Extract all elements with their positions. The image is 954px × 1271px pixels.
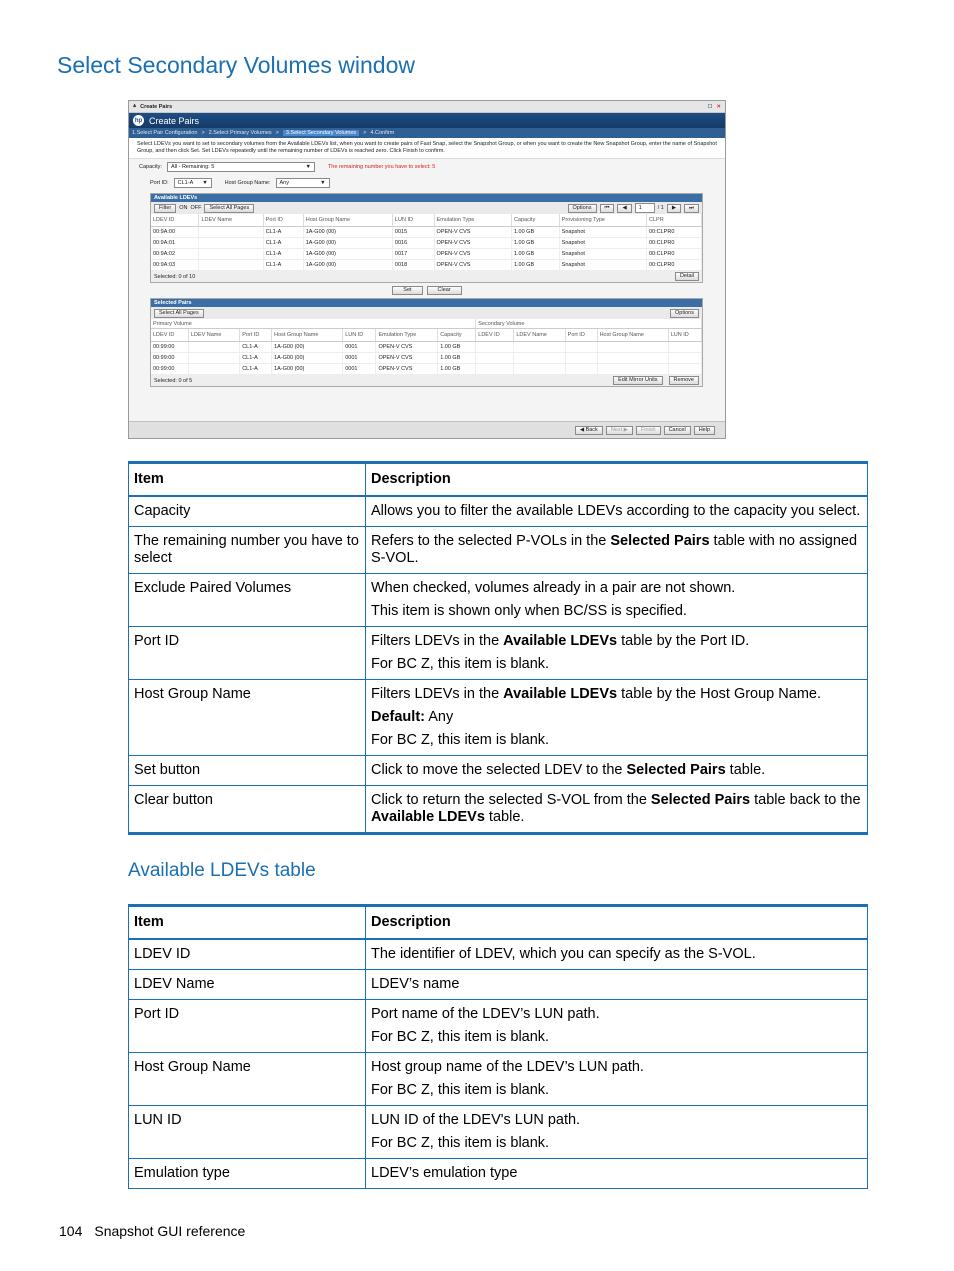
filter-on-radio[interactable]: ON	[179, 205, 188, 211]
column-header[interactable]: LDEV ID	[151, 214, 199, 227]
bold-term: Available LDEVs	[503, 633, 618, 649]
table-cell: 1A-G00 (00)	[272, 353, 343, 364]
table-cell: 0001	[343, 353, 376, 364]
description-paragraph	[371, 656, 862, 673]
table-cell: CL1-A	[240, 342, 272, 353]
table-row[interactable]	[151, 260, 702, 271]
select-all-pages-button[interactable]: Select All Pages	[154, 309, 204, 318]
select-secondary-volumes-table	[128, 461, 868, 835]
table-cell: 00:CLPR0	[647, 238, 702, 249]
description-cell	[366, 574, 868, 627]
item-cell: Clear button	[129, 786, 366, 834]
table-cell	[565, 364, 597, 375]
step-separator: >	[275, 130, 279, 136]
description-text: For BC Z, this item is blank.	[371, 1029, 550, 1045]
page-footer	[59, 1223, 245, 1239]
last-page-icon[interactable]: ⏭	[684, 204, 699, 213]
table-cell: Snapshot	[559, 249, 646, 260]
table-cell: 0001	[343, 364, 376, 375]
table-cell: 0001	[343, 342, 376, 353]
item-header: Item	[129, 463, 366, 497]
options-button[interactable]: Options	[670, 309, 699, 318]
column-header[interactable]: Port ID	[240, 329, 272, 342]
table-row	[129, 1053, 868, 1106]
column-header[interactable]: Port ID	[565, 329, 597, 342]
table-cell: Snapshot	[559, 260, 646, 271]
column-header[interactable]: LDEV Name	[199, 214, 263, 227]
table-cell: 0017	[392, 249, 434, 260]
table-cell	[476, 342, 514, 353]
table-cell: 00:99:00	[151, 342, 188, 353]
options-button[interactable]: Options	[568, 204, 597, 213]
description-text: Allows you to filter the available LDEVs according to the capacity you select.	[371, 503, 861, 519]
table-cell: OPEN-V CVS	[376, 364, 438, 375]
remaining-text: The remaining number you have to select: 5	[327, 164, 436, 170]
description-text: Any	[424, 709, 454, 725]
description-cell	[366, 1159, 868, 1189]
table-row	[129, 574, 868, 627]
table-cell	[188, 342, 239, 353]
table-cell: 0015	[392, 227, 434, 238]
column-header[interactable]: LDEV ID	[151, 329, 188, 342]
table-cell: 00:9A:02	[151, 249, 199, 260]
table-row	[129, 627, 868, 680]
table-cell: Snapshot	[559, 238, 646, 249]
description-text: This item is shown only when BC/SS is specified.	[371, 603, 687, 619]
step-separator: >	[363, 130, 367, 136]
table-cell	[476, 353, 514, 364]
column-header[interactable]: Capacity	[438, 329, 476, 342]
close-icon[interactable]: ✕	[716, 103, 721, 110]
cancel-button[interactable]: Cancel	[664, 426, 691, 435]
table-cell	[597, 364, 668, 375]
table-cell: CL1-A	[263, 249, 303, 260]
description-cell	[366, 1106, 868, 1159]
step-separator: >	[201, 130, 205, 136]
next-button[interactable]: Next ▶	[606, 426, 633, 435]
table-cell: 0018	[392, 260, 434, 271]
table-cell	[514, 364, 565, 375]
item-cell: The remaining number you have to select	[129, 527, 366, 574]
table-row	[129, 496, 868, 527]
table-cell	[199, 249, 263, 260]
description-text: LDEV’s emulation type	[371, 1165, 518, 1181]
item-header: Item	[129, 906, 366, 940]
clear-button[interactable]: Clear	[427, 286, 462, 295]
description-paragraph	[371, 1082, 862, 1099]
first-page-icon[interactable]: ⏮	[600, 204, 615, 213]
description-cell	[366, 939, 868, 970]
remove-button[interactable]: Remove	[669, 376, 699, 385]
description-paragraph	[371, 580, 862, 597]
description-paragraph	[371, 533, 862, 567]
column-header[interactable]: Host Group Name	[303, 214, 392, 227]
table-cell	[597, 353, 668, 364]
description-paragraph	[371, 1112, 862, 1129]
table-cell	[668, 353, 701, 364]
set-clear-buttons	[129, 283, 725, 298]
description-text: For BC Z, this item is blank.	[371, 1082, 550, 1098]
description-text: For BC Z, this item is blank.	[371, 732, 550, 748]
bold-term: Default:	[371, 709, 425, 725]
table-cell: 00:9A:03	[151, 260, 199, 271]
description-cell	[366, 1000, 868, 1053]
column-header[interactable]: LUN ID	[343, 329, 376, 342]
table-cell: 1A-G00 (00)	[303, 227, 392, 238]
column-header[interactable]: LDEV Name	[188, 329, 239, 342]
table-cell: OPEN-V CVS	[376, 342, 438, 353]
description-paragraph	[371, 762, 862, 779]
footer-section: Snapshot GUI reference	[94, 1223, 246, 1239]
column-header[interactable]: Emulation Type	[434, 214, 511, 227]
selected-pairs-title: Selected Pairs	[151, 299, 702, 307]
description-text: Port name of the LDEV’s LUN path.	[371, 1006, 600, 1022]
column-header[interactable]: CLPR	[647, 214, 702, 227]
wizard-steps	[129, 128, 725, 138]
column-header[interactable]: Provisioning Type	[559, 214, 646, 227]
capacity-row	[129, 159, 725, 175]
description-cell	[366, 1053, 868, 1106]
description-paragraph	[371, 1135, 862, 1152]
bold-term: Selected Pairs	[610, 533, 710, 549]
description-text: The identifier of LDEV, which you can specify as the S-VOL.	[371, 946, 756, 962]
table-cell: Snapshot	[559, 227, 646, 238]
description-paragraph	[371, 976, 862, 993]
prev-page-icon[interactable]: ◀	[617, 204, 631, 213]
create-pairs-screenshot	[128, 100, 726, 439]
item-cell: Set button	[129, 756, 366, 786]
page-total: / 1	[657, 205, 664, 211]
column-header[interactable]: LDEV ID	[476, 329, 514, 342]
collapse-icon[interactable]: ⩓	[133, 103, 137, 109]
bold-term: Selected Pairs	[650, 792, 751, 808]
table-cell: 1.00 GB	[438, 364, 476, 375]
table-cell: 1A-G00 (00)	[303, 260, 392, 271]
column-header[interactable]: Port ID	[263, 214, 303, 227]
table-row[interactable]	[151, 342, 702, 353]
description-cell	[366, 527, 868, 574]
page-heading: Select Secondary Volumes window	[57, 52, 415, 78]
back-button[interactable]: ◀ Back	[575, 426, 603, 435]
filter-button[interactable]: Filter	[154, 204, 176, 213]
table-cell: OPEN-V CVS	[434, 238, 511, 249]
column-header[interactable]: Host Group Name	[597, 329, 668, 342]
column-header[interactable]: LDEV Name	[514, 329, 565, 342]
bold-term: Available LDEVs	[503, 686, 618, 702]
item-cell: LUN ID	[129, 1106, 366, 1159]
description-cell	[366, 496, 868, 527]
table-row	[129, 756, 868, 786]
selected-pairs-count: Selected: 0 of 5	[154, 377, 193, 384]
table-cell	[514, 342, 565, 353]
port-id-select-value: CL1-A	[177, 180, 194, 186]
table-cell: 1.00 GB	[511, 227, 559, 238]
table-cell: CL1-A	[263, 227, 303, 238]
description-cell	[366, 756, 868, 786]
help-button[interactable]: Help	[694, 426, 715, 435]
column-header[interactable]: Capacity	[511, 214, 559, 227]
table-cell	[514, 353, 565, 364]
available-selected-count: Selected: 0 of 10	[154, 273, 196, 280]
host-group-select-value: Any	[279, 180, 289, 186]
filter-off-radio[interactable]: OFF	[190, 205, 202, 211]
table-cell	[597, 342, 668, 353]
wizard-banner	[129, 113, 725, 128]
description-text: LDEV’s name	[371, 976, 460, 992]
table-cell	[565, 342, 597, 353]
selected-pairs-panel	[150, 298, 703, 387]
table-cell: OPEN-V CVS	[376, 353, 438, 364]
description-text: Refers to the selected P-VOLs in the	[371, 533, 611, 549]
table-cell: OPEN-V CVS	[434, 227, 511, 238]
description-text: table.	[725, 762, 766, 778]
description-paragraph	[371, 709, 862, 726]
banner-title: Create Pairs	[149, 115, 200, 126]
description-paragraph	[371, 686, 862, 703]
table-cell: CL1-A	[240, 364, 272, 375]
description-text: table by the Port ID.	[617, 633, 750, 649]
capacity-select-value: All - Remaining: 5	[170, 164, 215, 170]
description-text: Filters LDEVs in the	[371, 686, 504, 702]
table-cell	[199, 238, 263, 249]
page-input[interactable]: 1	[635, 203, 655, 213]
table-row	[129, 786, 868, 834]
description-text: When checked, volumes already in a pair are not shown.	[371, 580, 736, 596]
selected-pairs-table	[151, 319, 702, 375]
description-text: table back to the	[750, 792, 861, 808]
table-cell: OPEN-V CVS	[434, 249, 511, 260]
item-cell: Port ID	[129, 1000, 366, 1053]
description-header: Description	[366, 463, 868, 497]
wizard-instructions: Select LDEVs you want to set to secondary volumes from the Available LDEVs list, when you want to create pairs of Fast Snap, select the Snapshot Group, or when you want to create the New Snapshot Group, enter the name of Snapshot Group, and then click Set. Set LDEVs repeatedly until the remaining number of LDEVs is reached zero. Click Finish to confirm.	[129, 138, 725, 159]
step-2: 2.Select Primary Volumes	[208, 130, 272, 136]
table-cell: 1.00 GB	[511, 238, 559, 249]
table-cell: 1A-G00 (00)	[272, 364, 343, 375]
description-text: table.	[484, 809, 525, 825]
description-paragraph	[371, 1006, 862, 1023]
description-cell	[366, 786, 868, 834]
table-cell	[565, 353, 597, 364]
port-id-label: Port ID:	[150, 180, 169, 186]
table-row[interactable]	[151, 238, 702, 249]
host-group-select[interactable]	[276, 178, 330, 188]
item-cell: LDEV ID	[129, 939, 366, 970]
item-cell: Capacity	[129, 496, 366, 527]
step-1: 1.Select Pair Configuration	[132, 130, 198, 136]
table-row[interactable]	[151, 364, 702, 375]
item-cell: Host Group Name	[129, 1053, 366, 1106]
table-cell: 1A-G00 (00)	[272, 342, 343, 353]
available-ldevs-title: Available LDEVs	[151, 194, 702, 202]
wizard-nav-bar	[129, 421, 725, 438]
table-row	[129, 939, 868, 970]
description-paragraph	[371, 603, 862, 620]
finish-button[interactable]: Finish	[636, 426, 661, 435]
table-cell: 00:9A:00	[151, 227, 199, 238]
table-cell	[188, 364, 239, 375]
table-row	[129, 1159, 868, 1189]
table-cell: 1A-G00 (00)	[303, 249, 392, 260]
available-ldevs-heading: Available LDEVs table	[128, 860, 316, 881]
step-4: 4.Confirm	[370, 130, 395, 136]
page-number: 104	[59, 1223, 83, 1239]
description-paragraph	[371, 1059, 862, 1076]
maximize-icon[interactable]: ☐	[707, 103, 713, 110]
edit-mirror-units-button[interactable]: Edit Mirror Units	[613, 376, 662, 385]
table-cell	[476, 364, 514, 375]
table-row	[129, 1106, 868, 1159]
description-text: Click to return the selected S-VOL from the	[371, 792, 651, 808]
column-header[interactable]: Emulation Type	[376, 329, 438, 342]
available-ldevs-table	[151, 214, 702, 271]
item-cell: Exclude Paired Volumes	[129, 574, 366, 627]
host-group-label: Host Group Name:	[224, 180, 271, 186]
available-ldevs-panel	[150, 193, 703, 283]
available-ldevs-description-table	[128, 904, 868, 1189]
table-cell: 1A-G00 (00)	[303, 238, 392, 249]
step-3-current: 3.Select Secondary Volumes	[283, 130, 359, 136]
chevron-down-icon: ▼	[320, 180, 326, 186]
table-cell: 00:CLPR0	[647, 260, 702, 271]
set-button[interactable]: Set	[392, 286, 422, 295]
table-cell: 1.00 GB	[511, 249, 559, 260]
description-text: table by the Host Group Name.	[617, 686, 821, 702]
table-row[interactable]	[151, 249, 702, 260]
description-text: For BC Z, this item is blank.	[371, 1135, 550, 1151]
table-row	[129, 1000, 868, 1053]
table-cell: 00:99:00	[151, 353, 188, 364]
available-ldevs-toolbar	[151, 202, 702, 214]
description-paragraph	[371, 946, 862, 963]
description-header: Description	[366, 906, 868, 940]
item-cell: LDEV Name	[129, 970, 366, 1000]
table-cell: 1.00 GB	[438, 353, 476, 364]
capacity-label: Capacity:	[139, 164, 162, 170]
column-header[interactable]: Host Group Name	[272, 329, 343, 342]
description-text: Host group name of the LDEV’s LUN path.	[371, 1059, 644, 1075]
column-header[interactable]: LUN ID	[392, 214, 434, 227]
table-cell: CL1-A	[263, 238, 303, 249]
table-cell	[199, 227, 263, 238]
capacity-select[interactable]	[167, 162, 315, 172]
available-ldevs-footer	[151, 271, 702, 282]
description-text: For BC Z, this item is blank.	[371, 656, 550, 672]
description-paragraph	[371, 1029, 862, 1046]
column-header[interactable]: LUN ID	[668, 329, 701, 342]
select-all-pages-button[interactable]: Select All Pages	[204, 204, 254, 213]
table-row[interactable]	[151, 353, 702, 364]
table-cell: 00:99:00	[151, 364, 188, 375]
secondary-volume-group: Secondary Volume	[476, 319, 702, 329]
chevron-down-icon: ▼	[305, 164, 311, 170]
table-cell	[668, 364, 701, 375]
table-cell: 00:CLPR0	[647, 249, 702, 260]
selected-pairs-toolbar	[151, 307, 702, 319]
description-paragraph	[371, 503, 862, 520]
description-cell	[366, 627, 868, 680]
hp-logo: hp	[133, 115, 144, 126]
window-title: Create Pairs	[140, 103, 173, 110]
next-page-icon[interactable]: ▶	[667, 204, 681, 213]
item-cell: Emulation type	[129, 1159, 366, 1189]
table-row[interactable]	[151, 227, 702, 238]
port-id-select[interactable]	[174, 178, 212, 188]
table-cell: 00:9A:01	[151, 238, 199, 249]
description-paragraph	[371, 732, 862, 749]
table-cell: CL1-A	[240, 353, 272, 364]
table-row	[129, 527, 868, 574]
description-paragraph	[371, 792, 862, 826]
detail-button[interactable]: Detail	[675, 272, 699, 281]
table-cell	[188, 353, 239, 364]
filter-row	[129, 175, 725, 191]
primary-volume-group: Primary Volume	[151, 319, 476, 329]
table-row	[129, 970, 868, 1000]
description-paragraph	[371, 633, 862, 650]
selected-pairs-footer	[151, 375, 702, 386]
bold-term: Available LDEVs	[371, 809, 485, 825]
table-cell: 1.00 GB	[511, 260, 559, 271]
description-text: LUN ID of the LDEV's LUN path.	[371, 1112, 581, 1128]
description-text: Filters LDEVs in the	[371, 633, 504, 649]
table-cell	[199, 260, 263, 271]
description-text: Click to move the selected LDEV to the	[371, 762, 627, 778]
description-cell	[366, 680, 868, 756]
bold-term: Selected Pairs	[626, 762, 726, 778]
item-cell: Port ID	[129, 627, 366, 680]
table-cell: CL1-A	[263, 260, 303, 271]
description-paragraph	[371, 1165, 862, 1182]
table-cell: 1.00 GB	[438, 342, 476, 353]
chevron-down-icon: ▼	[202, 180, 208, 186]
table-cell	[668, 342, 701, 353]
table-row	[129, 680, 868, 756]
table-cell: 0016	[392, 238, 434, 249]
description-text: table with no assigned S-VOL.	[371, 533, 858, 566]
item-cell: Host Group Name	[129, 680, 366, 756]
table-cell: 00:CLPR0	[647, 227, 702, 238]
table-cell: OPEN-V CVS	[434, 260, 511, 271]
description-cell	[366, 970, 868, 1000]
window-titlebar	[129, 101, 725, 113]
